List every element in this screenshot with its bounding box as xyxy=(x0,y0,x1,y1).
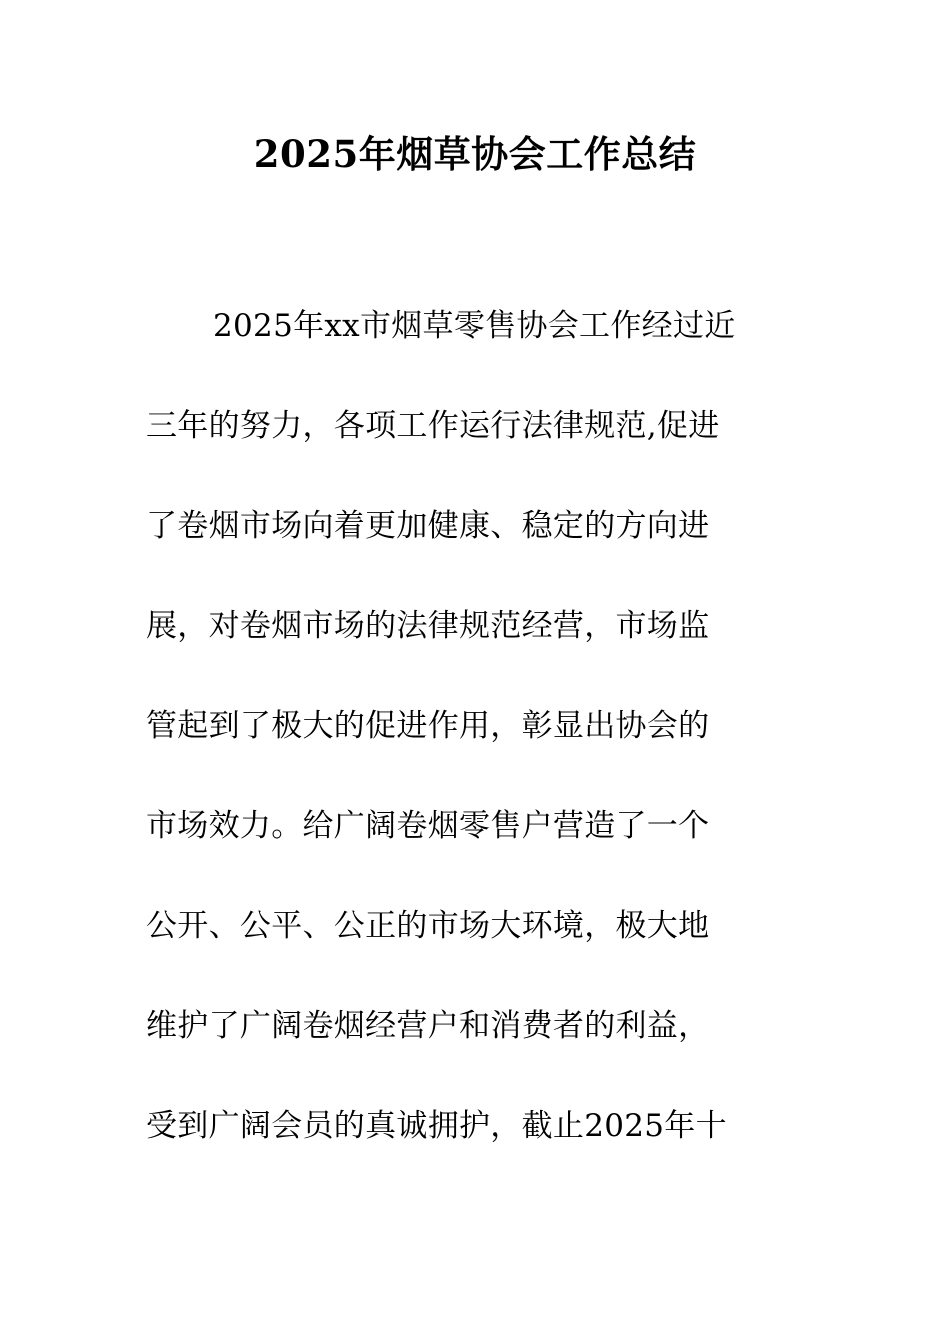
paragraph-line-6: 市场效力。给广阔卷烟零售户营造了一个 xyxy=(146,808,710,844)
paragraph-line-4: 展，对卷烟市场的法律规范经营，市场监 xyxy=(146,608,710,644)
paragraph-line-9: 受到广阔会员的真诚拥护，截止2025年十 xyxy=(146,1108,727,1144)
paragraph-line-1: 2025年xx市烟草零售协会工作经过近 xyxy=(213,308,736,344)
paragraph-line-3: 了卷烟市场向着更加健康、稳定的方向进 xyxy=(146,508,710,544)
paragraph-line-2: 三年的努力，各项工作运行法律规范,促进 xyxy=(146,408,720,444)
paragraph-line-5: 管起到了极大的促进作用，彰显出协会的 xyxy=(146,708,710,744)
paragraph-line-8: 维护了广阔卷烟经营户和消费者的利益， xyxy=(146,1008,710,1044)
document-title: 2025年烟草协会工作总结 xyxy=(253,132,697,176)
paragraph-line-7: 公开、公平、公正的市场大环境，极大地 xyxy=(146,908,710,944)
